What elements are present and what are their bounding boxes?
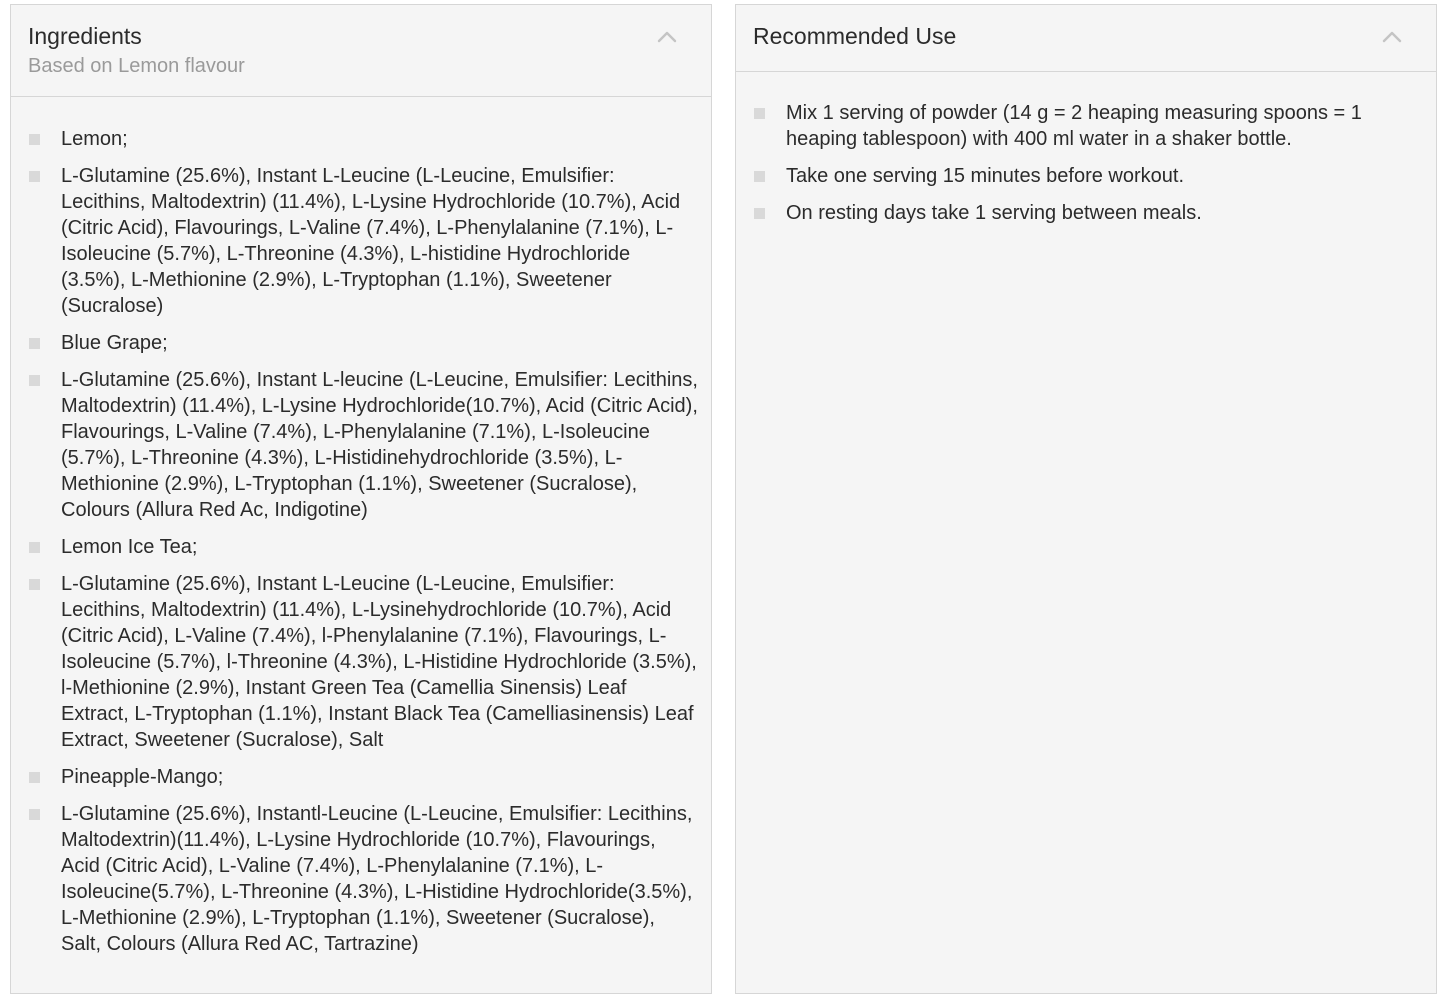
ingredients-panel — [10, 4, 712, 994]
list-item — [736, 200, 1436, 226]
list-item-text: Take one serving 15 minutes before workout. — [786, 165, 1184, 187]
ingredients-title: Ingredients — [28, 23, 142, 49]
ingredients-subtitle: Based on Lemon flavour — [28, 55, 245, 77]
list-item — [11, 534, 711, 560]
bullet-square-icon — [29, 375, 40, 386]
list-item — [736, 100, 1436, 152]
bullet-square-icon — [29, 809, 40, 820]
list-item — [11, 764, 711, 790]
list-item — [11, 126, 711, 152]
bullet-square-icon — [29, 338, 40, 349]
list-item-text: Blue Grape; — [61, 332, 168, 354]
bullet-square-icon — [754, 208, 765, 219]
bullet-square-icon — [29, 579, 40, 590]
list-item — [11, 367, 711, 523]
recommended-use-panel — [735, 4, 1437, 994]
list-item — [11, 330, 711, 356]
bullet-square-icon — [29, 134, 40, 145]
list-item — [11, 571, 711, 753]
bullet-square-icon — [29, 171, 40, 182]
chevron-up-icon[interactable] — [656, 27, 678, 47]
recommended-use-panel-header[interactable] — [736, 5, 1436, 72]
list-item-text: Lemon; — [61, 128, 128, 150]
list-item-text: L-Glutamine (25.6%), Instant L-Leucine (L-Leucine, Emulsifier: Lecithins, Maltodextrin) (11.4%), L-Lysinehydrochloride (10.7%), Acid (Citric Acid), L-Valine (7.4%), l-Phenylalanine (7.1%), Flavourings, L-Isoleucine (5.7%), l-Threonine (4.3%), L-Histidine Hydrochloride (3.5%), l-Methionine (2.9%), Instant Green Tea (Camellia Sinensis) Leaf Extract, L-Tryptophan (1.1%), Instant Black Tea (Camelliasinensis) Leaf Extract, Sweetener (Sucralose), Salt — [61, 573, 697, 751]
bullet-square-icon — [754, 108, 765, 119]
list-item-text: Mix 1 serving of powder (14 g = 2 heaping measuring spoons = 1 heaping tablespoon) with 400 ml water in a shaker bottle. — [786, 102, 1362, 150]
list-item-text: Pineapple-Mango; — [61, 766, 224, 788]
list-item-text: On resting days take 1 serving between meals. — [786, 202, 1202, 224]
list-item-text: L-Glutamine (25.6%), Instantl-Leucine (L-Leucine, Emulsifier: Lecithins, Maltodextrin)(11.4%), L-Lysine Hydrochloride (10.7%), Flavourings, Acid (Citric Acid), L-Valine (7.4%), L-Phenylalanine (7.1%), L-Isoleucine(5.7%), L-Threonine (4.3%), L-Histidine Hydrochloride(3.5%), L-Methionine (2.9%), L-Tryptophan (1.1%), Sweetener (Sucralose), Salt, Colours (Allura Red AC, Tartrazine) — [61, 803, 693, 955]
chevron-up-icon[interactable] — [1381, 27, 1403, 47]
ingredients-list — [11, 126, 711, 968]
bullet-square-icon — [754, 171, 765, 182]
recommended-use-title: Recommended Use — [753, 23, 957, 49]
list-item-text: Lemon Ice Tea; — [61, 536, 198, 558]
list-item — [736, 163, 1436, 189]
bullet-square-icon — [29, 542, 40, 553]
bullet-square-icon — [29, 772, 40, 783]
list-item — [11, 801, 711, 957]
list-item — [11, 163, 711, 319]
list-item-text: L-Glutamine (25.6%), Instant L-Leucine (L-Leucine, Emulsifier: Lecithins, Maltodextrin) (11.4%), L-Lysine Hydrochloride (10.7%), Acid (Citric Acid), Flavourings, L-Valine (7.4%), L-Phenylalanine (7.1%), L-Isoleucine (5.7%), L-Threonine (4.3%), L-histidine Hydrochloride (3.5%), L-Methionine (2.9%), L-Tryptophan (1.1%), Sweetener (Sucralose) — [61, 165, 681, 317]
list-item-text: L-Glutamine (25.6%), Instant L-leucine (L-Leucine, Emulsifier: Lecithins, Maltodextrin) (11.4%), L-Lysine Hydrochloride(10.7%), Acid (Citric Acid), Flavourings, L-Valine (7.4%), L-Phenylalanine (7.1%), L-Isoleucine (5.7%), L-Threonine (4.3%), L-Histidinehydrochloride (3.5%), L-Methionine (2.9%), L-Tryptophan (1.1%), Sweetener (Sucralose), Colours (Allura Red Ac, Indigotine) — [61, 369, 698, 521]
ingredients-panel-header[interactable] — [11, 5, 711, 97]
recommended-use-list — [736, 100, 1436, 237]
